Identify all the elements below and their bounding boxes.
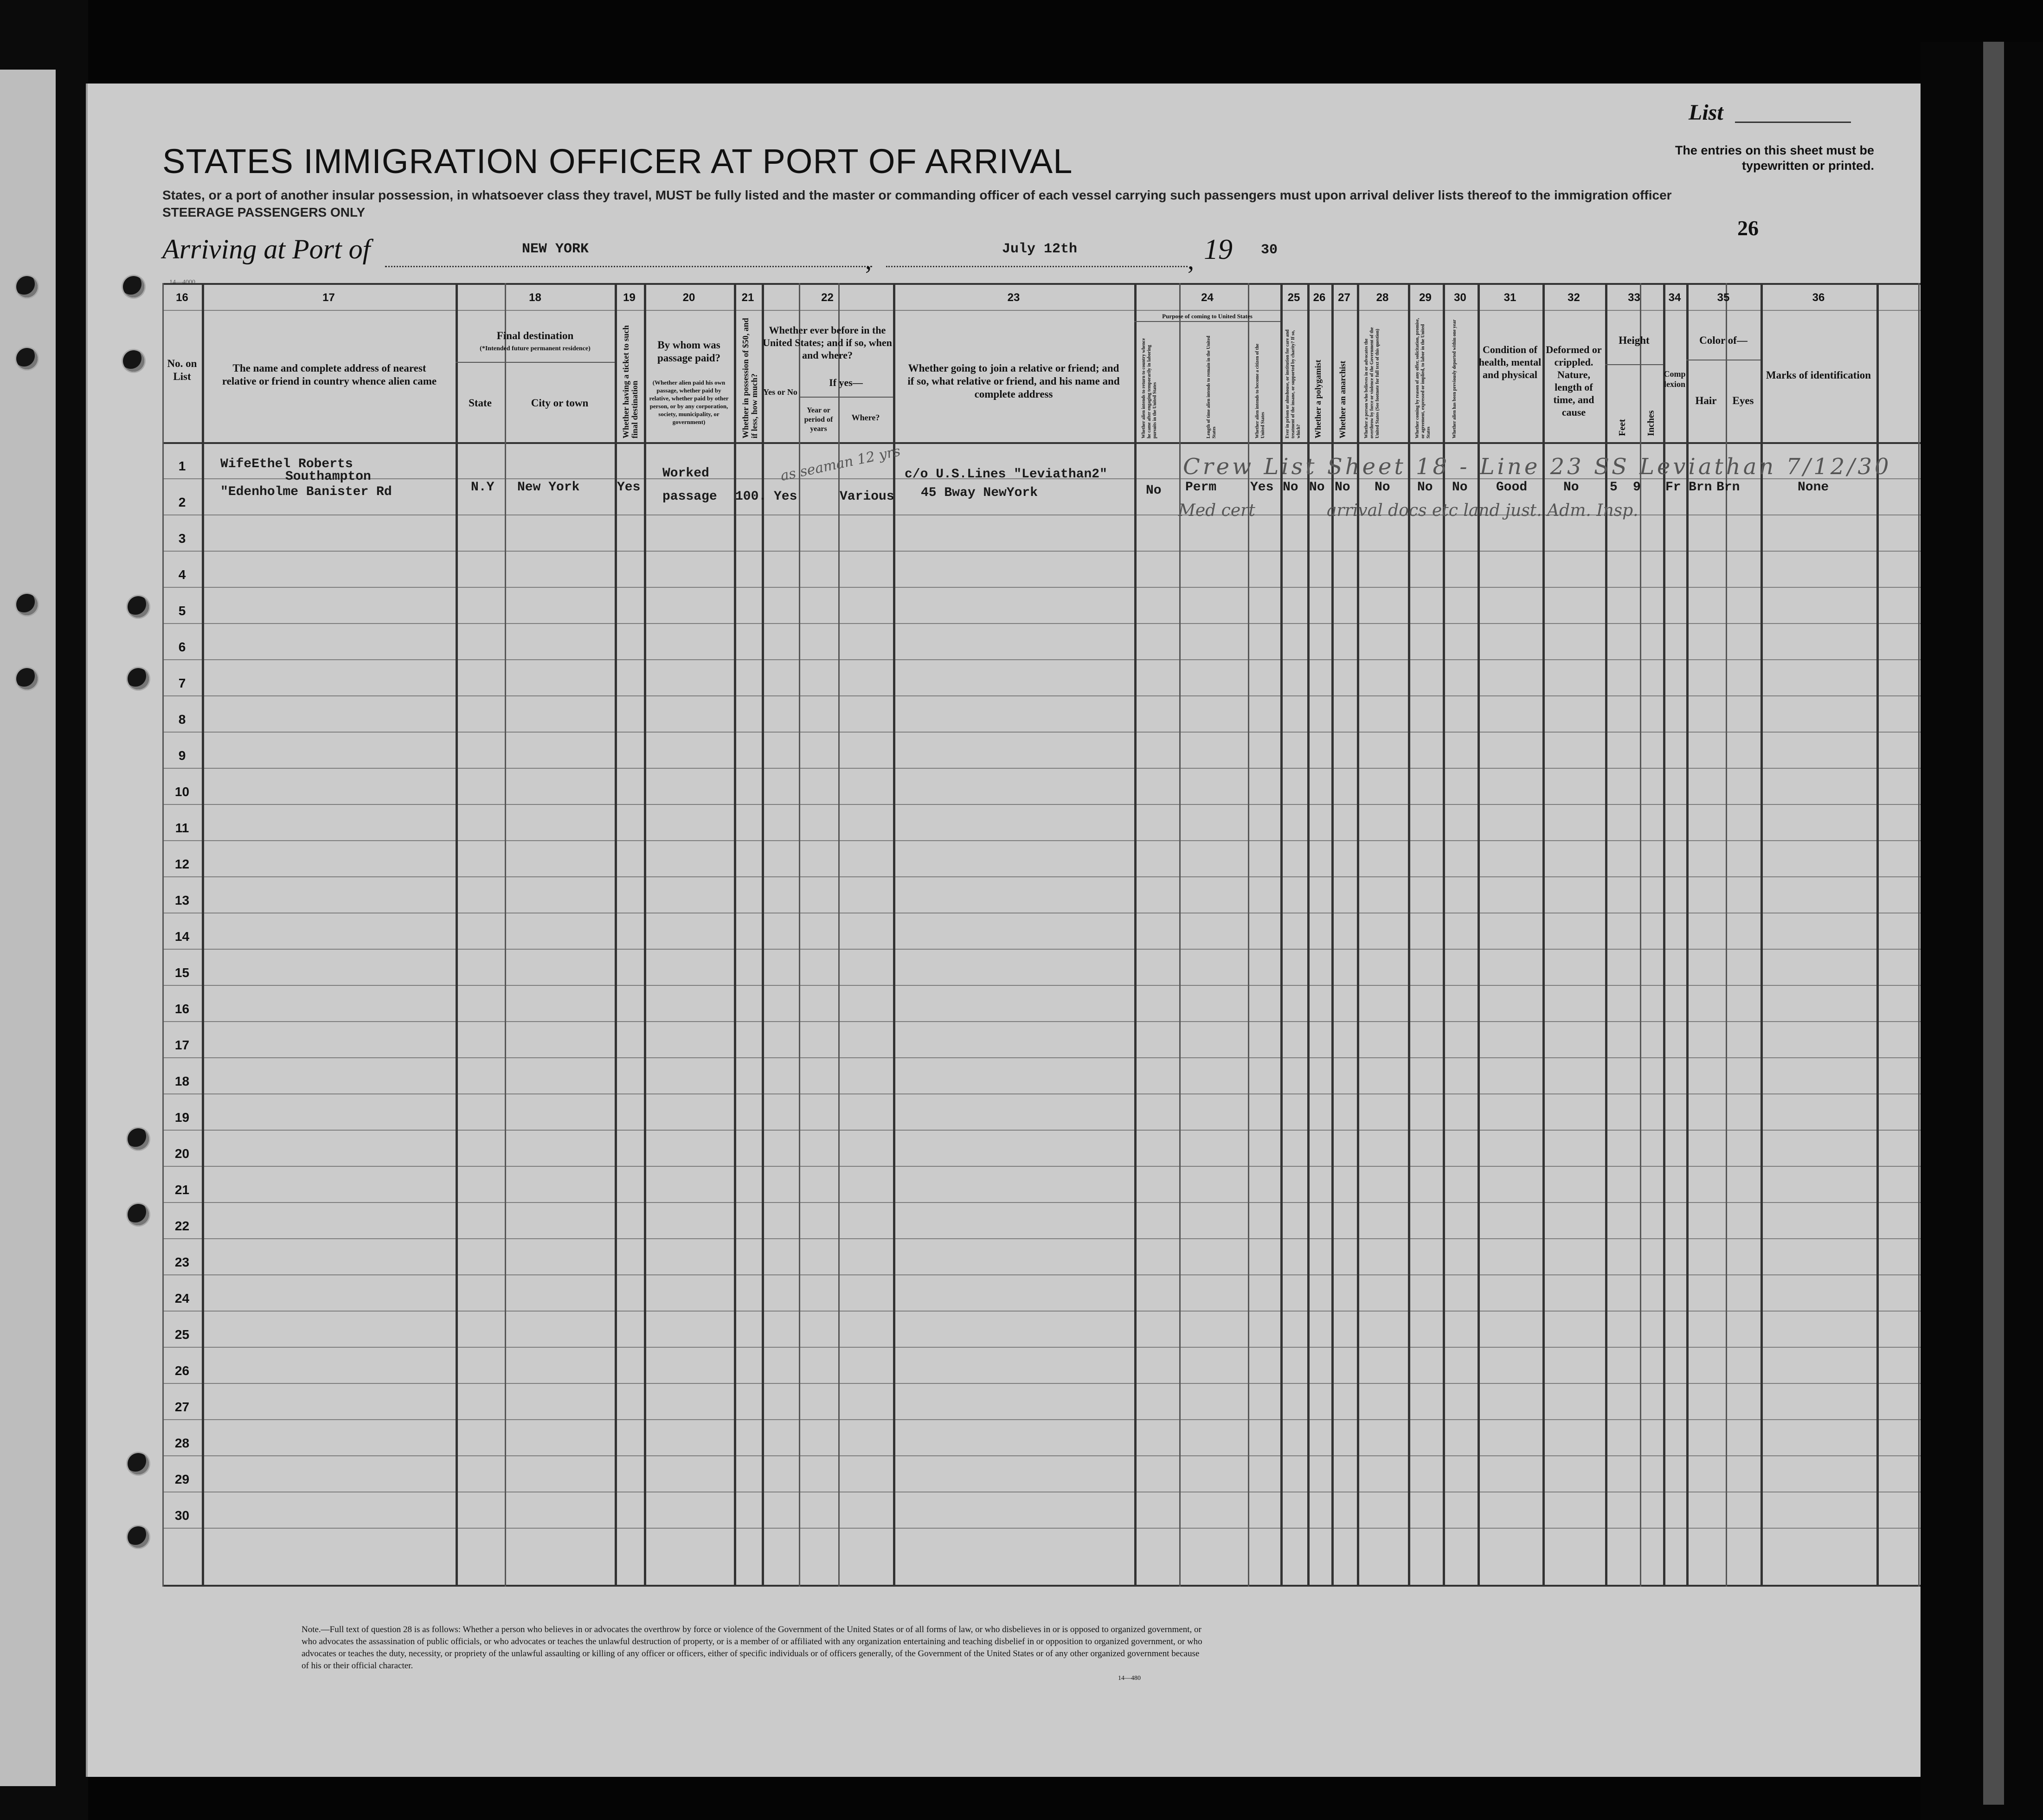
col-rule	[893, 283, 895, 1587]
row-number: 15	[174, 965, 190, 980]
colnum-30: 30	[1454, 291, 1466, 304]
row-rule	[162, 1528, 1921, 1529]
header-q30: Whether alien has been previously deported within one year	[1452, 319, 1457, 438]
entry-joining-1: c/o U.S.Lines "Leviathan2"	[905, 467, 1107, 482]
handwritten-crew-list: Crew List Sheet 18 - Line 23 SS Leviathan 7/12/30	[1183, 454, 1892, 480]
entry-prison: No	[1283, 480, 1298, 495]
row-rule	[162, 1202, 1921, 1203]
subheader-rule	[1134, 321, 1280, 322]
right-binding	[1921, 42, 2043, 1820]
comma-separator: ,	[865, 246, 872, 275]
header-purpose: Purpose of coming to United States	[1162, 313, 1253, 320]
header-purpose-a: Whether alien intends to return to country whence he came after engaging temporarily in laboring pursuits in the United States	[1141, 338, 1157, 438]
row-number: 28	[174, 1436, 190, 1450]
list-underline	[1735, 122, 1851, 123]
binding-hole-icon	[123, 276, 144, 297]
col-rule	[202, 283, 204, 1587]
row-number: 23	[174, 1255, 190, 1269]
row-number: 25	[174, 1327, 190, 1342]
form-number: 14—4000	[169, 279, 195, 286]
binding-hole-icon	[128, 1453, 149, 1474]
header-final-destination-note: (*Intended future permanent residence)	[480, 345, 591, 352]
table-bottom-rule	[162, 1585, 1921, 1587]
col-rule	[615, 283, 617, 1587]
row-rule	[162, 1455, 1921, 1456]
entry-q28: No	[1375, 480, 1390, 495]
col-rule	[456, 283, 458, 1587]
subheader-rule	[1605, 364, 1663, 365]
col-rule	[838, 283, 840, 1587]
header-joining-relative: Whether going to join a relative or friend; and if so, what relative or friend, and his name and complete address	[907, 362, 1120, 400]
instruction-line-2: STEERAGE PASSENGERS ONLY	[162, 205, 366, 219]
list-label: List	[1689, 100, 1723, 125]
col-rule	[734, 283, 736, 1587]
row-number: 20	[174, 1146, 190, 1161]
row-number: 27	[174, 1400, 190, 1414]
row-rule	[162, 804, 1921, 805]
row-rule	[162, 1347, 1921, 1348]
header-purpose-b: Length of time alien intends to remain in the United States	[1206, 335, 1217, 438]
year-suffix: 30	[1261, 242, 1278, 258]
row-rule	[162, 732, 1921, 733]
entry-state: N.Y	[471, 480, 495, 495]
entry-q29: No	[1417, 480, 1433, 495]
colnum-24: 24	[1201, 291, 1214, 304]
entry-passage-1: Worked	[662, 466, 709, 481]
entry-where: Various	[840, 489, 894, 504]
entry-feet: 5	[1610, 480, 1618, 495]
colnum-28: 28	[1376, 291, 1389, 304]
colnum-27: 27	[1338, 291, 1350, 304]
row-number: 29	[174, 1472, 190, 1486]
header-polygamist: Whether a polygamist	[1313, 360, 1323, 438]
manifest-table	[162, 283, 1921, 1587]
header-yes-or-no: Yes or No	[763, 387, 797, 397]
header-anarchist: Whether an anarchist	[1338, 360, 1347, 438]
binding-hole-icon	[128, 1526, 149, 1548]
row-rule	[162, 1093, 1921, 1094]
col-rule	[505, 283, 506, 1587]
row-number: 2	[178, 495, 186, 509]
entry-relative-name: WifeEthel Roberts	[220, 457, 353, 471]
binding-hole-icon	[16, 668, 38, 689]
subheader-rule	[799, 397, 893, 398]
header-complexion: Complexion	[1664, 369, 1686, 389]
entry-return-country: No	[1146, 483, 1162, 498]
header-possession-50: Whether in possession of $50, and if less, how much?	[741, 318, 759, 438]
row-number: 16	[174, 1002, 190, 1016]
row-number: 24	[174, 1291, 190, 1306]
col-rule	[644, 283, 646, 1587]
entry-health: Good	[1496, 480, 1528, 495]
col-rule	[1134, 283, 1137, 1587]
row-rule	[162, 949, 1921, 950]
header-eyes: Eyes	[1732, 395, 1754, 406]
binding-hole-icon	[128, 596, 149, 617]
colnum-29: 29	[1419, 291, 1432, 304]
entry-marks: None	[1798, 480, 1829, 495]
row-number: 13	[174, 893, 190, 907]
form-title: STATES IMMIGRATION OFFICER AT PORT OF ARRIVAL	[162, 142, 1073, 180]
date-value: July 12th	[1002, 241, 1078, 257]
entry-ticket: Yes	[617, 480, 641, 495]
header-ever-before: Whether ever before in the United States; and if so, when and where?	[763, 324, 892, 361]
row-rule	[162, 514, 1921, 515]
col-rule	[1918, 283, 1920, 1587]
row-rule	[162, 768, 1921, 769]
header-where: Where?	[851, 413, 880, 422]
row-rule	[162, 1274, 1921, 1275]
colnum-35: 35	[1717, 291, 1730, 304]
entry-money: 100.	[735, 489, 767, 504]
colnum-19: 19	[623, 291, 636, 304]
row-rule	[162, 1383, 1921, 1384]
row-rule	[162, 1238, 1921, 1239]
colnum-16: 16	[176, 291, 188, 304]
row-number: 12	[174, 857, 190, 871]
binding-hole-icon	[128, 668, 149, 689]
footer-form-code: 14—480	[1118, 1675, 1141, 1682]
row-rule	[162, 1311, 1921, 1312]
row-number: 4	[178, 567, 186, 582]
colnum-21: 21	[741, 291, 754, 304]
col-rule	[762, 283, 764, 1587]
footnote-q28: Note.—Full text of question 28 is as follows: Whether a person who believes in or advocates the overthrow by force or violence of the Government of the United States or of all forms of law, or who disbelieves in or is opposed to organized government, or who advocates the assassination of public officials, or who advocates or teaches the unlawful destruction of property, or is a member of or affiliated with any organization entertaining and teaching disbelief in or opposition to organized government, or who advocates or teaches the duty, necessity, or propriety of the unlawful assaulting or killing of any officer or officers, either of specific individuals or of officers generally, of the Government of the United States or of any other organized government because of his or their official character.	[302, 1625, 1202, 1671]
row-number: 21	[174, 1183, 190, 1197]
row-rule	[162, 1419, 1921, 1420]
col-rule	[1179, 283, 1181, 1587]
entry-q30: No	[1452, 480, 1468, 495]
row-number: 6	[178, 640, 186, 654]
entry-city: New York	[517, 480, 580, 495]
row-rule	[162, 985, 1921, 986]
row-number: 26	[174, 1363, 190, 1378]
row-number: 8	[178, 712, 186, 727]
entry-relative-street: "Edenholme Banister Rd	[220, 485, 392, 499]
handwritten-arrival-note: arrival docs etc land just. Adm. Insp.	[1327, 501, 1638, 520]
row-rule	[162, 1166, 1921, 1167]
header-ticket: Whether having a ticket to such final destination	[621, 325, 639, 438]
header-hair: Hair	[1695, 395, 1717, 406]
row-number: 5	[178, 604, 186, 618]
header-final-destination: Final destination	[496, 330, 574, 341]
row-number: 9	[178, 748, 186, 763]
arriving-label: Arriving at Port of	[162, 234, 371, 264]
colnum-32: 32	[1568, 291, 1580, 304]
header-deformed: Deformed or crippled. Nature, length of time, and cause	[1546, 344, 1602, 418]
column-number-rule	[162, 310, 1921, 311]
colnum-33: 33	[1628, 291, 1640, 304]
colnum-18: 18	[529, 291, 541, 304]
header-color-of: Color of—	[1699, 334, 1747, 346]
entry-hair: Brn	[1689, 480, 1712, 495]
handwritten-med-cert: Med cert	[1178, 501, 1255, 520]
header-q29: Whether coming by reason of any offer, solicitation, promise, or agreement, expressed or implied, to labor in the United States	[1415, 318, 1431, 438]
entry-deformed: No	[1563, 480, 1579, 495]
row-rule	[162, 587, 1921, 588]
binding-hole-icon	[128, 1204, 149, 1225]
header-if-yes: If yes—	[829, 377, 863, 388]
row-rule	[162, 695, 1921, 696]
row-rule	[162, 1021, 1921, 1022]
port-value: NEW YORK	[522, 241, 589, 257]
binding-hole-icon	[16, 276, 38, 297]
entry-joining-2: 45 Bway NewYork	[921, 486, 1038, 500]
entry-relative-city: Southampton	[285, 469, 371, 484]
year-prefix: 19	[1204, 234, 1233, 265]
entry-polygamist: No	[1309, 480, 1325, 495]
header-relative-abroad: The name and complete address of nearest relative or friend in country whence alien came	[222, 362, 437, 387]
header-passage-paid-note: (Whether alien paid his own passage, whether paid by relative, whether paid by other person, or by any corporation, society, municipality, or government)	[649, 379, 729, 425]
colnum-26: 26	[1313, 291, 1326, 304]
subheader-rule	[456, 362, 615, 363]
previous-page-edge	[0, 70, 56, 1786]
header-year-or-period: Year or period of years	[804, 406, 833, 433]
row-number: 10	[174, 785, 190, 799]
row-rule	[162, 840, 1921, 841]
date-underline	[886, 266, 1188, 267]
header-bottom-rule	[162, 442, 1921, 444]
row-rule	[162, 1130, 1921, 1131]
entry-ever-before: Yes	[774, 489, 797, 504]
entry-eyes: Brn	[1716, 480, 1740, 495]
header-purpose-c: Whether alien intends to become a citizen of the United States	[1255, 343, 1266, 438]
row-number: 1	[178, 459, 186, 473]
header-feet: Feet	[1617, 419, 1627, 436]
header-marks: Marks of identification	[1766, 369, 1871, 381]
binding-hole-icon	[128, 1128, 149, 1150]
row-number: 17	[174, 1038, 190, 1052]
header-health: Condition of health, mental and physical	[1478, 344, 1542, 380]
row-rule	[162, 623, 1921, 624]
entry-length-stay: Perm	[1185, 480, 1217, 495]
row-rule	[162, 551, 1921, 552]
entry-passage-2: passage	[662, 489, 717, 504]
colnum-36: 36	[1812, 291, 1825, 304]
row-number: 19	[174, 1110, 190, 1125]
binding-hole-icon	[123, 350, 144, 372]
colnum-22: 22	[821, 291, 834, 304]
table-top-rule	[162, 283, 1921, 285]
entry-complexion: Fr	[1665, 480, 1681, 495]
handwritten-seaman-note: as seaman 12 yrs	[779, 443, 902, 485]
colnum-20: 20	[682, 291, 695, 304]
row-number: 18	[174, 1074, 190, 1088]
row-rule	[162, 659, 1921, 660]
entry-inches: 9	[1633, 480, 1641, 495]
comma-separator: ,	[1188, 246, 1194, 275]
instruction-line-1: States, or a port of another insular possession, in whatsoever class they travel, MUST be fully listed and the master or commanding officer of each vessel carrying such passengers must upon arrival deliver lists thereof to the immigration officer	[162, 188, 1672, 202]
header-passage-paid: By whom was passage paid?	[657, 339, 721, 364]
colnum-23: 23	[1007, 291, 1020, 304]
row-number: 22	[174, 1219, 190, 1233]
header-height: Height	[1619, 334, 1650, 346]
entry-anarchist: No	[1335, 480, 1350, 495]
header-q28: Whether a person who believes in or advocates the overthrow by force or violence of the Government of the United States (See footnote for full text of this question)	[1364, 327, 1380, 438]
colnum-34: 34	[1668, 291, 1681, 304]
row-number: 30	[174, 1508, 190, 1523]
colnum-31: 31	[1503, 291, 1516, 304]
row-number: 3	[178, 531, 186, 546]
sheet-number: 26	[1737, 216, 1759, 240]
typewrite-note: The entries on this sheet must be typewritten or printed.	[1675, 143, 1874, 173]
row-number: 14	[174, 929, 190, 944]
row-number: 7	[178, 676, 186, 690]
header-city: City or town	[531, 397, 589, 409]
row-rule	[162, 876, 1921, 877]
header-state: State	[469, 397, 492, 409]
colnum-17: 17	[322, 291, 335, 304]
right-binding-strip	[1983, 42, 2004, 1805]
colnum-25: 25	[1287, 291, 1300, 304]
row-number: 11	[175, 821, 189, 835]
header-no-on-list: No. on List	[167, 358, 197, 382]
header-inches: Inches	[1646, 410, 1656, 436]
entry-citizen: Yes	[1250, 480, 1274, 495]
header-prison: Ever in prison or almshouse, or institution for care and treatment of the insane, or supported by charity? If so, which?	[1285, 329, 1301, 438]
binding-hole-icon	[16, 348, 38, 369]
binding-hole-icon	[16, 594, 38, 615]
row-rule	[162, 1057, 1921, 1058]
port-underline	[385, 266, 872, 267]
